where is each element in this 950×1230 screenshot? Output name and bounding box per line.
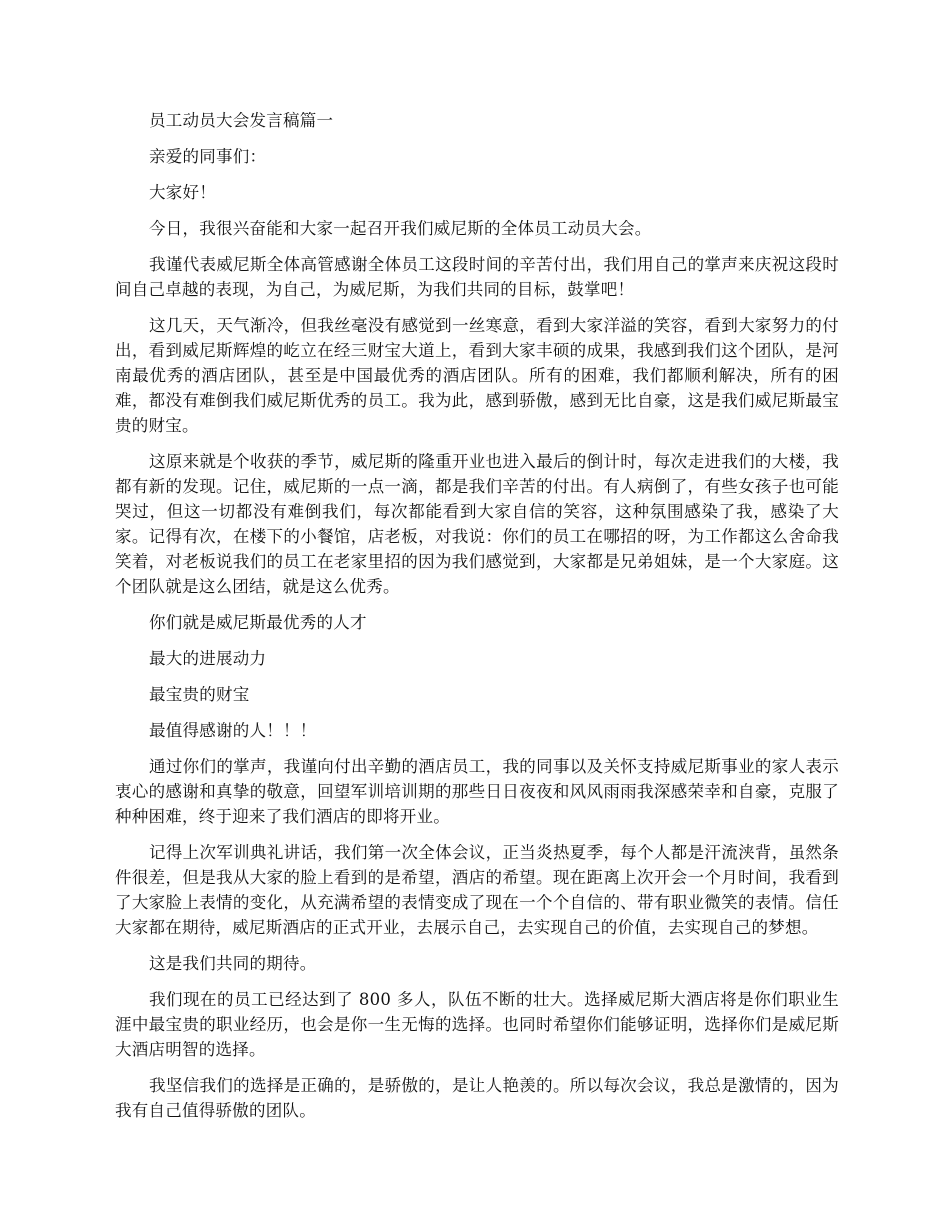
document-body bbox=[115, 108, 839, 1134]
paragraph: 这原来就是个收获的季节，威尼斯的隆重开业也进入最后的倒计时，每次走进我们的大楼，我都有新的发现。记住，威尼斯的一点一滴，都是我们辛苦的付出。有人病倒了，有些女孩子也可能哭过，但这一切都没有难倒我们，每次都能看到大家自信的笑容，这种氛围感染了我，感染了大家。记得有次，在楼下的小餐馆，店老板，对我说：你们的员工在哪招的呀，为工作都这么舍命我笑着，对老板说我们的员工在老家里招的因为我们感觉到，大家都是兄弟姐妹，是一个大家庭。这个团队就是这么团结，就是这么优秀。 bbox=[115, 452, 839, 596]
salutation: 亲爱的同事们： bbox=[149, 147, 267, 166]
paragraph: 通过你们的掌声，我谨向付出辛勤的酒店员工，我的同事以及关怀支持威尼斯事业的家人表示衷心的感谢和真挚的敬意，回望军训培训期的那些日日夜夜和风风雨雨我深感荣幸和自豪，克服了种种困难，终于迎来了我们酒店的即将开业。 bbox=[115, 757, 839, 826]
paragraph: 今日，我很兴奋能和大家一起召开我们威尼斯的全体员工动员大会。 bbox=[149, 219, 652, 238]
greeting: 大家好！ bbox=[149, 183, 216, 202]
paragraph: 我谨代表威尼斯全体高管感谢全体员工这段时间的辛苦付出，我们用自己的掌声来庆祝这段时间自己卓越的表现，为自己，为威尼斯，为我们共同的目标，鼓掌吧！ bbox=[115, 255, 839, 299]
paragraph: 这是我们共同的期待。 bbox=[149, 954, 317, 973]
paragraph: 最大的进展动力 bbox=[149, 649, 267, 668]
document-title: 员工动员大会发言稿篇一 bbox=[149, 111, 334, 130]
paragraph: 我们现在的员工已经达到了 800 多人，队伍不断的壮大。选择威尼斯大酒店将是你们职业生涯中最宝贵的职业经历，也会是你一生无悔的选择。也同时希望你们能够证明，选择你们是威尼斯大酒店明智的选择。 bbox=[115, 990, 839, 1059]
paragraph: 我坚信我们的选择是正确的，是骄傲的，是让人艳羡的。所以每次会议，我总是激情的，因为我有自己值得骄傲的团队。 bbox=[115, 1076, 839, 1120]
paragraph: 你们就是威尼斯最优秀的人才 bbox=[149, 613, 367, 632]
paragraph: 记得上次军训典礼讲话，我们第一次全体会议，正当炎热夏季，每个人都是汗流浃背，虽然条件很差，但是我从大家的脸上看到的是希望，酒店的希望。现在距离上次开会一个月时间，我看到了大家脸上表情的变化，从充满希望的表情变成了现在一个个自信的、带有职业微笑的表情。信任大家都在期待，威尼斯酒店的正式开业，去展示自己，去实现自己的价值，去实现自己的梦想。 bbox=[115, 843, 839, 937]
paragraph: 这几天，天气渐冷，但我丝毫没有感觉到一丝寒意，看到大家洋溢的笑容，看到大家努力的付出，看到威尼斯辉煌的屹立在经三财宝大道上，看到大家丰硕的成果，我感到我们这个团队，是河南最优秀的酒店团队，甚至是中国最优秀的酒店团队。所有的困难，我们都顺利解决，所有的困难，都没有难倒我们威尼斯优秀的员工。我为此，感到骄傲，感到无比自豪，这是我们威尼斯最宝贵的财宝。 bbox=[115, 316, 839, 435]
paragraph: 最宝贵的财宝 bbox=[149, 685, 250, 704]
paragraph: 最值得感谢的人！！！ bbox=[149, 721, 317, 740]
